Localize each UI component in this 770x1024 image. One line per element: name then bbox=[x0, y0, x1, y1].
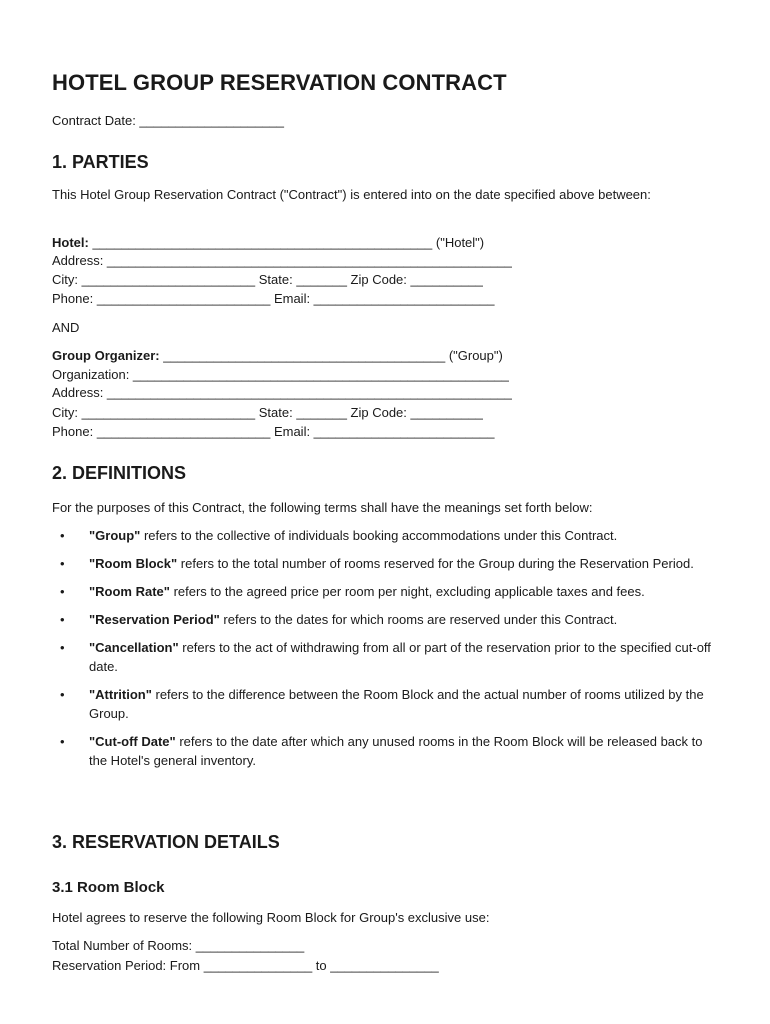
group-organizer-line bbox=[52, 347, 503, 366]
group-organizer-label: Group Organizer: bbox=[52, 348, 160, 363]
bullet-icon: • bbox=[60, 556, 65, 571]
hotel-name-blank: _______________________________________________ ("Hotel") bbox=[88, 235, 485, 250]
parties-intro: This Hotel Group Reservation Contract ("Contract") is entered into on the date specified above between: bbox=[52, 187, 651, 202]
bullet-icon: • bbox=[60, 687, 65, 702]
definition-item bbox=[52, 554, 717, 573]
hotel-phone-line: Phone: ________________________ Email: _________________________ bbox=[52, 291, 495, 306]
room-block-heading: 3.1 Room Block bbox=[52, 879, 165, 896]
hotel-address-line: Address: ________________________________________________________ bbox=[52, 253, 512, 268]
total-rooms-line: Total Number of Rooms: _______________ bbox=[52, 938, 305, 953]
definition-text: refers to the collective of individuals booking accommodations under this Contract. bbox=[140, 528, 618, 543]
definition-text: refers to the agreed price per room per night, excluding applicable taxes and fees. bbox=[169, 584, 645, 599]
definition-item bbox=[52, 610, 717, 629]
hotel-city-line: City: ________________________ State: _______ Zip Code: __________ bbox=[52, 272, 483, 287]
hotel-label: Hotel: bbox=[52, 235, 89, 250]
definition-term: "Cancellation" bbox=[89, 640, 179, 655]
definition-term: "Room Rate" bbox=[89, 584, 170, 599]
contract-date-line: Contract Date: ____________________ bbox=[52, 113, 285, 128]
document-title: HOTEL GROUP RESERVATION CONTRACT bbox=[52, 70, 507, 95]
definitions-intro: For the purposes of this Contract, the following terms shall have the meanings set forth below: bbox=[52, 500, 593, 515]
bullet-icon: • bbox=[60, 612, 65, 627]
definition-term: "Room Block" bbox=[89, 556, 178, 571]
definition-item bbox=[52, 582, 717, 601]
definition-item bbox=[52, 685, 717, 723]
definition-term: "Cut-off Date" bbox=[89, 734, 176, 749]
definition-item bbox=[52, 732, 717, 770]
bullet-icon: • bbox=[60, 640, 65, 655]
hotel-name-line bbox=[52, 234, 484, 253]
bullet-icon: • bbox=[60, 734, 65, 749]
group-address-line: Address: ________________________________________________________ bbox=[52, 385, 512, 400]
definitions-list bbox=[52, 526, 717, 770]
definition-text: refers to the act of withdrawing from all or part of the reservation prior to the specified cut-off date. bbox=[89, 640, 711, 674]
definition-term: "Group" bbox=[89, 528, 141, 543]
section-reservation-heading: 3. RESERVATION DETAILS bbox=[52, 832, 280, 852]
group-phone-line: Phone: ________________________ Email: _________________________ bbox=[52, 424, 495, 439]
room-block-intro: Hotel agrees to reserve the following Room Block for Group's exclusive use: bbox=[52, 910, 490, 925]
group-organizer-blank: _______________________________________ ("Group") bbox=[159, 348, 503, 363]
bullet-icon: • bbox=[60, 528, 65, 543]
definition-item bbox=[52, 638, 717, 676]
definition-text: refers to the date after which any unused rooms in the Room Block will be released back to the Hotel's general inventory. bbox=[89, 734, 703, 768]
bullet-icon: • bbox=[60, 584, 65, 599]
reservation-period-line: Reservation Period: From _______________ to _______________ bbox=[52, 958, 439, 973]
definition-text: refers to the total number of rooms reserved for the Group during the Reservation Period. bbox=[177, 556, 694, 571]
definition-text: refers to the difference between the Room Block and the actual number of rooms utilized by the Group. bbox=[89, 687, 704, 721]
definition-term: "Attrition" bbox=[89, 687, 152, 702]
group-organization-line: Organization: ____________________________________________________ bbox=[52, 367, 509, 382]
group-city-line: City: ________________________ State: _______ Zip Code: __________ bbox=[52, 405, 483, 420]
definition-text: refers to the dates for which rooms are reserved under this Contract. bbox=[219, 612, 618, 627]
definition-term: "Reservation Period" bbox=[89, 612, 220, 627]
definition-item bbox=[52, 526, 717, 545]
and-separator: AND bbox=[52, 320, 80, 335]
section-definitions-heading: 2. DEFINITIONS bbox=[52, 463, 187, 483]
section-parties-heading: 1. PARTIES bbox=[52, 152, 149, 172]
